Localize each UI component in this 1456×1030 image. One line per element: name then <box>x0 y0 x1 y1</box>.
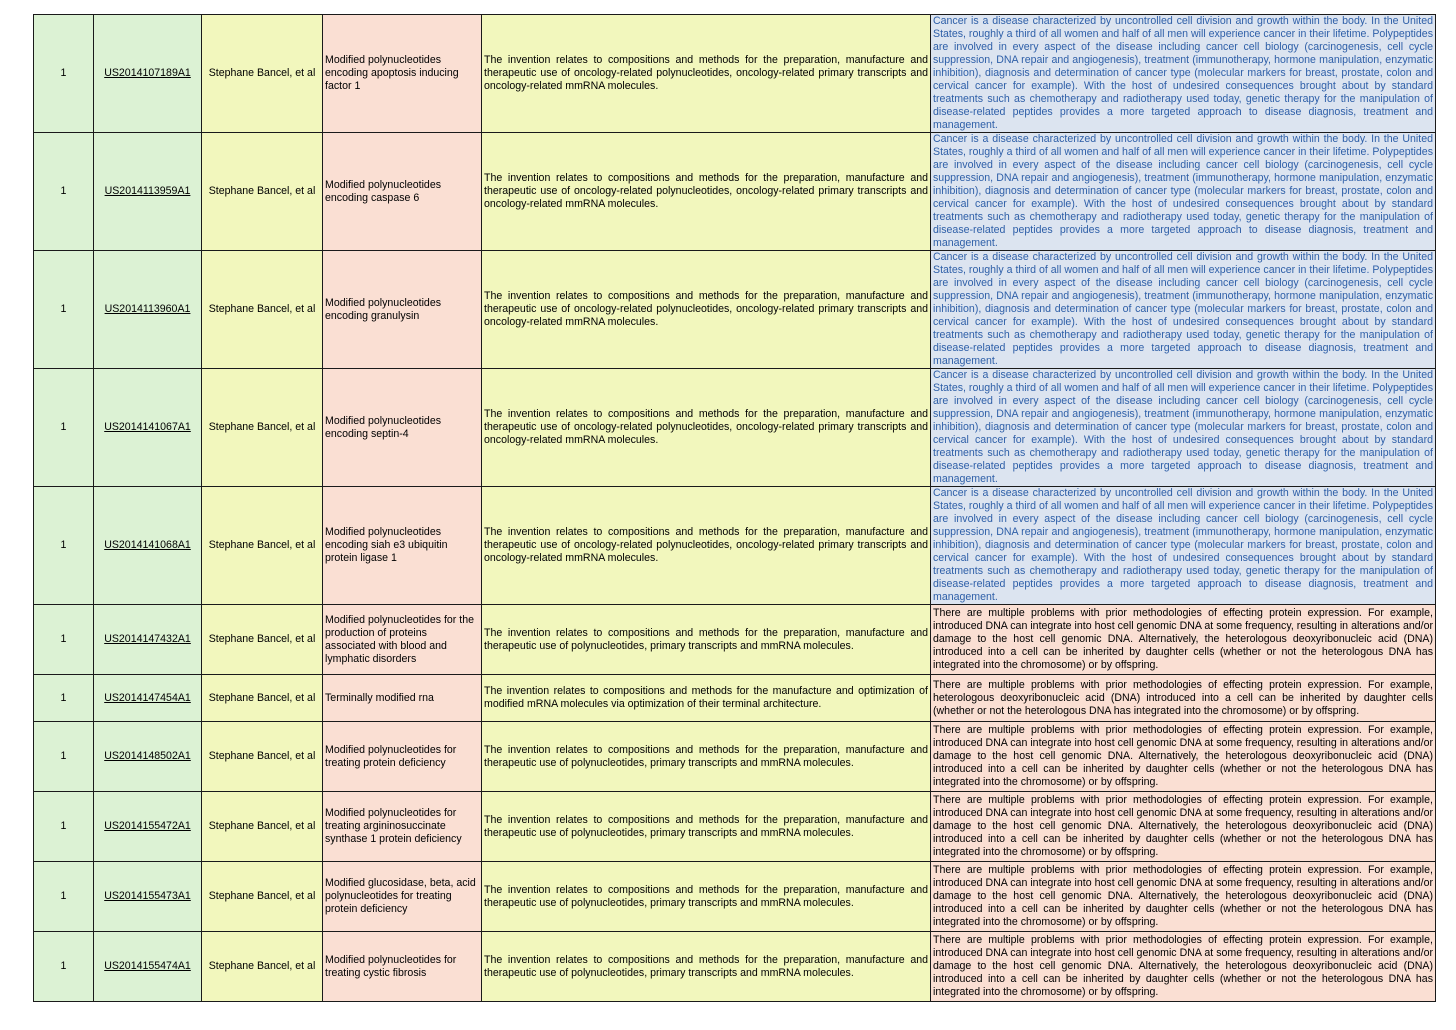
patent-link[interactable]: US2014107189A1 <box>104 67 191 79</box>
inventors-cell: Stephane Bancel, et al <box>202 792 323 862</box>
row-number-cell: 1 <box>34 675 94 722</box>
abstract-cell: The invention relates to compositions and methods for the preparation, manufacture and therapeutic use of oncology-related polynucleotides, oncology-related primary transcripts and oncology-related mmRNA molecules. <box>482 251 931 369</box>
abstract-cell: The invention relates to compositions and methods for the preparation, manufacture and therapeutic use of oncology-related polynucleotides, oncology-related primary transcripts and oncology-related mmRNA molecules. <box>482 487 931 605</box>
title-cell: Modified polynucleotides encoding granulysin <box>323 251 482 369</box>
title-cell: Modified polynucleotides encoding apoptosis inducing factor 1 <box>323 15 482 133</box>
abstract-cell: The invention relates to compositions and methods for the manufacture and optimization of modified mRNA molecules via optimization of their terminal architecture. <box>482 675 931 722</box>
background-cell: Cancer is a disease characterized by uncontrolled cell division and growth within the body. In the United States, roughly a third of all women and half of all men will experience cancer in their lifetime. Polypeptides are involved in every aspect of the disease including cancer cell biology (carcinogenesis, cell cycle suppression, DNA repair and angiogenesis), treatment (immunotherapy, hormone manipulation, enzymatic inhibition), diagnosis and determination of cancer type (molecular markers for breast, prostate, colon and cervical cancer for example). With the host of undesired consequences brought about by standard treatments such as chemotherapy and radiotherapy used today, genetic therapy for the manipulation of disease-related peptides provides a more targeted approach to disease diagnosis, treatment and management. <box>931 133 1436 251</box>
patent-number-cell <box>94 932 202 1002</box>
row-number-cell: 1 <box>34 133 94 251</box>
table-row <box>34 251 1436 369</box>
patent-link[interactable]: US2014155474A1 <box>104 960 191 972</box>
table-row <box>34 722 1436 792</box>
background-cell: Cancer is a disease characterized by uncontrolled cell division and growth within the body. In the United States, roughly a third of all women and half of all men will experience cancer in their lifetime. Polypeptides are involved in every aspect of the disease including cancer cell biology (carcinogenesis, cell cycle suppression, DNA repair and angiogenesis), treatment (immunotherapy, hormone manipulation, enzymatic inhibition), diagnosis and determination of cancer type (molecular markers for breast, prostate, colon and cervical cancer for example). With the host of undesired consequences brought about by standard treatments such as chemotherapy and radiotherapy used today, genetic therapy for the manipulation of disease-related peptides provides a more targeted approach to disease diagnosis, treatment and management. <box>931 251 1436 369</box>
patent-number-cell <box>94 862 202 932</box>
row-number-cell: 1 <box>34 487 94 605</box>
title-cell: Terminally modified rna <box>323 675 482 722</box>
inventors-cell: Stephane Bancel, et al <box>202 722 323 792</box>
inventors-cell: Stephane Bancel, et al <box>202 369 323 487</box>
patent-link[interactable]: US2014155473A1 <box>104 890 191 902</box>
abstract-cell: The invention relates to compositions and methods for the preparation, manufacture and therapeutic use of polynucleotides, primary transcripts and mmRNA molecules. <box>482 722 931 792</box>
patent-link[interactable]: US2014141068A1 <box>104 539 191 551</box>
background-cell: Cancer is a disease characterized by uncontrolled cell division and growth within the body. In the United States, roughly a third of all women and half of all men will experience cancer in their lifetime. Polypeptides are involved in every aspect of the disease including cancer cell biology (carcinogenesis, cell cycle suppression, DNA repair and angiogenesis), treatment (immunotherapy, hormone manipulation, enzymatic inhibition), diagnosis and determination of cancer type (molecular markers for breast, prostate, colon and cervical cancer for example). With the host of undesired consequences brought about by standard treatments such as chemotherapy and radiotherapy used today, genetic therapy for the manipulation of disease-related peptides provides a more targeted approach to disease diagnosis, treatment and management. <box>931 15 1436 133</box>
abstract-cell: The invention relates to compositions and methods for the preparation, manufacture and therapeutic use of polynucleotides, primary transcripts and mmRNA molecules. <box>482 605 931 675</box>
patent-number-cell <box>94 675 202 722</box>
patent-number-cell <box>94 605 202 675</box>
patent-link[interactable]: US2014148502A1 <box>104 750 191 762</box>
patent-link[interactable]: US2014147454A1 <box>104 691 191 704</box>
patent-number-cell <box>94 251 202 369</box>
table-row <box>34 932 1436 1002</box>
inventors-cell: Stephane Bancel, et al <box>202 133 323 251</box>
inventors-cell: Stephane Bancel, et al <box>202 932 323 1002</box>
row-number-cell: 1 <box>34 792 94 862</box>
patent-link[interactable]: US2014141067A1 <box>104 421 191 433</box>
title-cell: Modified polynucleotides for treating argininosuccinate synthase 1 protein deficiency <box>323 792 482 862</box>
table-row <box>34 133 1436 251</box>
row-number-cell: 1 <box>34 722 94 792</box>
title-cell: Modified polynucleotides encoding caspase 6 <box>323 133 482 251</box>
patent-link[interactable]: US2014147432A1 <box>104 633 191 645</box>
abstract-cell: The invention relates to compositions and methods for the preparation, manufacture and therapeutic use of oncology-related polynucleotides, oncology-related primary transcripts and oncology-related mmRNA molecules. <box>482 369 931 487</box>
patent-number-cell <box>94 487 202 605</box>
row-number-cell: 1 <box>34 932 94 1002</box>
inventors-cell: Stephane Bancel, et al <box>202 605 323 675</box>
title-cell: Modified polynucleotides for the production of proteins associated with blood and lymphatic disorders <box>323 605 482 675</box>
abstract-cell: The invention relates to compositions and methods for the preparation, manufacture and therapeutic use of oncology-related polynucleotides, oncology-related primary transcripts and oncology-related mmRNA molecules. <box>482 133 931 251</box>
abstract-cell: The invention relates to compositions and methods for the preparation, manufacture and therapeutic use of polynucleotides, primary transcripts and mmRNA molecules. <box>482 932 931 1002</box>
background-cell: Cancer is a disease characterized by uncontrolled cell division and growth within the body. In the United States, roughly a third of all women and half of all men will experience cancer in their lifetime. Polypeptides are involved in every aspect of the disease including cancer cell biology (carcinogenesis, cell cycle suppression, DNA repair and angiogenesis), treatment (immunotherapy, hormone manipulation, enzymatic inhibition), diagnosis and determination of cancer type (molecular markers for breast, prostate, colon and cervical cancer for example). With the host of undesired consequences brought about by standard treatments such as chemotherapy and radiotherapy used today, genetic therapy for the manipulation of disease-related peptides provides a more targeted approach to disease diagnosis, treatment and management. <box>931 369 1436 487</box>
abstract-cell: The invention relates to compositions and methods for the preparation, manufacture and therapeutic use of polynucleotides, primary transcripts and mmRNA molecules. <box>482 862 931 932</box>
inventors-cell: Stephane Bancel, et al <box>202 251 323 369</box>
patent-number-cell <box>94 369 202 487</box>
patent-number-cell <box>94 722 202 792</box>
background-cell: There are multiple problems with prior methodologies of effecting protein expression. For example, introduced DNA can integrate into host cell genomic DNA at some frequency, resulting in alterations and/or damage to the host cell genomic DNA. Alternatively, the heterologous deoxyribonucleic acid (DNA) introduced into a cell can be inherited by daughter cells (whether or not the heterologous DNA has integrated into the chromosome) or by offspring. <box>931 722 1436 792</box>
title-cell: Modified polynucleotides encoding septin-4 <box>323 369 482 487</box>
inventors-cell: Stephane Bancel, et al <box>202 487 323 605</box>
patent-link[interactable]: US2014155472A1 <box>104 820 191 832</box>
title-cell: Modified glucosidase, beta, acid polynucleotides for treating protein deficiency <box>323 862 482 932</box>
background-cell: There are multiple problems with prior methodologies of effecting protein expression. For example, introduced DNA can integrate into host cell genomic DNA at some frequency, resulting in alterations and/or damage to the host cell genomic DNA. Alternatively, the heterologous deoxyribonucleic acid (DNA) introduced into a cell can be inherited by daughter cells (whether or not the heterologous DNA has integrated into the chromosome) or by offspring. <box>931 862 1436 932</box>
patent-number-cell <box>94 15 202 133</box>
table-row <box>34 862 1436 932</box>
table-row <box>34 15 1436 133</box>
table-row <box>34 605 1436 675</box>
inventors-cell: Stephane Bancel, et al <box>202 15 323 133</box>
row-number-cell: 1 <box>34 251 94 369</box>
table-row <box>34 487 1436 605</box>
row-number-cell: 1 <box>34 862 94 932</box>
patent-link[interactable]: US2014113960A1 <box>104 303 191 315</box>
row-number-cell: 1 <box>34 369 94 487</box>
background-cell: There are multiple problems with prior methodologies of effecting protein expression. For example, heterologous deoxyribonucleic acid (DNA) introduced into a cell can be inherited by daughter cells (whether or not the heterologous DNA has integrated into the chromosome) or by offspring. <box>931 675 1436 722</box>
background-cell: There are multiple problems with prior methodologies of effecting protein expression. For example, introduced DNA can integrate into host cell genomic DNA at some frequency, resulting in alterations and/or damage to the host cell genomic DNA. Alternatively, the heterologous deoxyribonucleic acid (DNA) introduced into a cell can be inherited by daughter cells (whether or not the heterologous DNA has integrated into the chromosome) or by offspring. <box>931 792 1436 862</box>
background-cell: There are multiple problems with prior methodologies of effecting protein expression. For example, introduced DNA can integrate into host cell genomic DNA at some frequency, resulting in alterations and/or damage to the host cell genomic DNA. Alternatively, the heterologous deoxyribonucleic acid (DNA) introduced into a cell can be inherited by daughter cells (whether or not the heterologous DNA has integrated into the chromosome) or by offspring. <box>931 605 1436 675</box>
background-cell: Cancer is a disease characterized by uncontrolled cell division and growth within the body. In the United States, roughly a third of all women and half of all men will experience cancer in their lifetime. Polypeptides are involved in every aspect of the disease including cancer cell biology (carcinogenesis, cell cycle suppression, DNA repair and angiogenesis), treatment (immunotherapy, hormone manipulation, enzymatic inhibition), diagnosis and determination of cancer type (molecular markers for breast, prostate, colon and cervical cancer for example). With the host of undesired consequences brought about by standard treatments such as chemotherapy and radiotherapy used today, genetic therapy for the manipulation of disease-related peptides provides a more targeted approach to disease diagnosis, treatment and management. <box>931 487 1436 605</box>
patent-link[interactable]: US2014113959A1 <box>104 185 191 197</box>
table-row <box>34 675 1436 722</box>
patent-number-cell <box>94 792 202 862</box>
title-cell: Modified polynucleotides for treating protein deficiency <box>323 722 482 792</box>
title-cell: Modified polynucleotides encoding siah e3 ubiquitin protein ligase 1 <box>323 487 482 605</box>
background-cell: There are multiple problems with prior methodologies of effecting protein expression. For example, introduced DNA can integrate into host cell genomic DNA at some frequency, resulting in alterations and/or damage to the host cell genomic DNA. Alternatively, the heterologous deoxyribonucleic acid (DNA) introduced into a cell can be inherited by daughter cells (whether or not the heterologous DNA has integrated into the chromosome) or by offspring. <box>931 932 1436 1002</box>
row-number-cell: 1 <box>34 605 94 675</box>
inventors-cell: Stephane Bancel, et al <box>202 675 323 722</box>
patent-table <box>33 14 1436 1002</box>
inventors-cell: Stephane Bancel, et al <box>202 862 323 932</box>
abstract-cell: The invention relates to compositions and methods for the preparation, manufacture and therapeutic use of oncology-related polynucleotides, oncology-related primary transcripts and oncology-related mmRNA molecules. <box>482 15 931 133</box>
title-cell: Modified polynucleotides for treating cystic fibrosis <box>323 932 482 1002</box>
patent-number-cell <box>94 133 202 251</box>
row-number-cell: 1 <box>34 15 94 133</box>
table-row <box>34 369 1436 487</box>
abstract-cell: The invention relates to compositions and methods for the preparation, manufacture and therapeutic use of polynucleotides, primary transcripts and mmRNA molecules. <box>482 792 931 862</box>
table-row <box>34 792 1436 862</box>
